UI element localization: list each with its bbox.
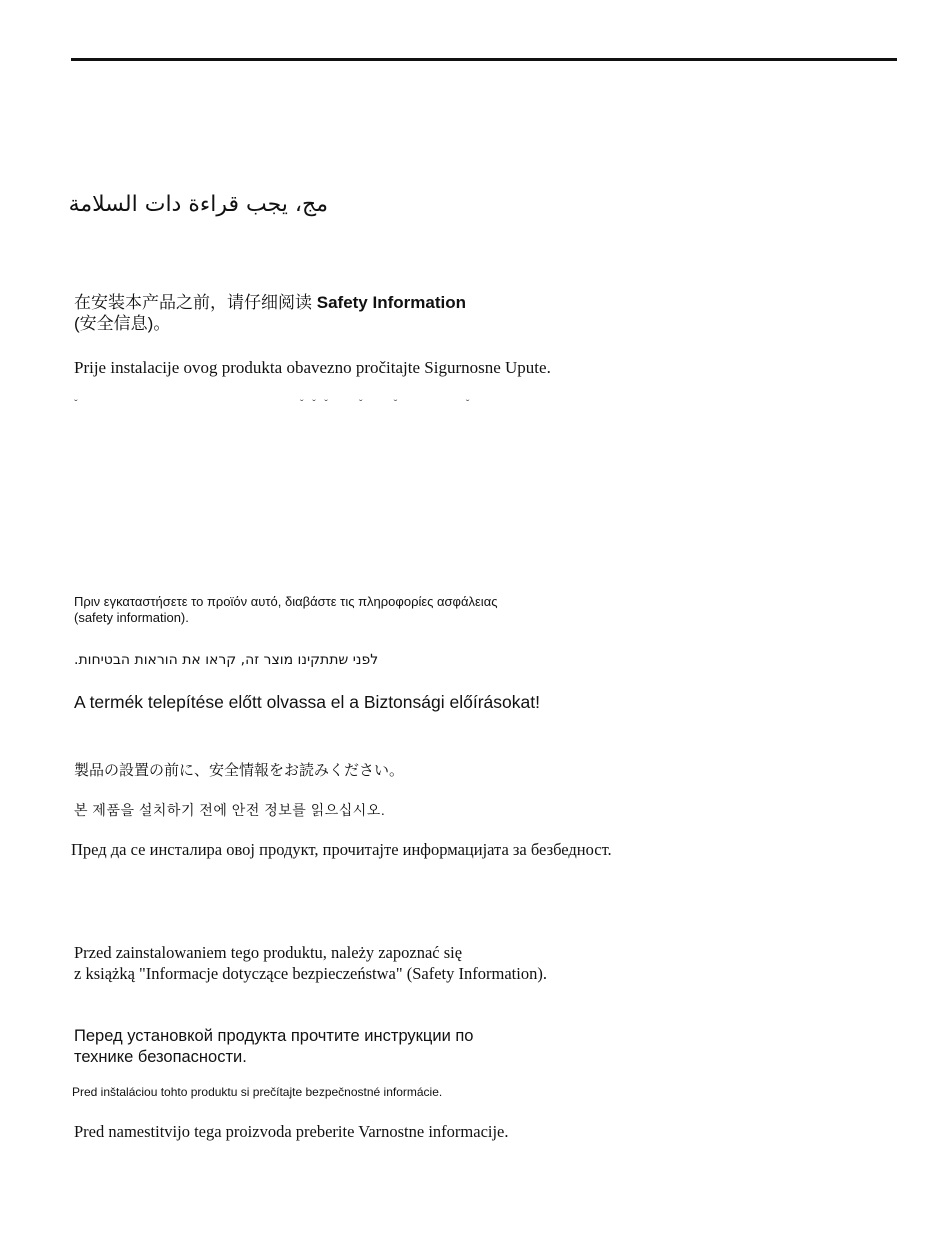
arabic-notice: مج، يجب قراءة دات السلامة <box>68 192 328 217</box>
russian-notice-line2: технике безопасности. <box>74 1048 247 1066</box>
caron-marks: ˇ ˇ ˇ ˇ ˇ ˇ ˇ <box>74 398 471 410</box>
russian-notice-line1: Перед установкой продукта прочтите инструкции по <box>74 1027 474 1045</box>
header-rule <box>71 58 897 61</box>
japanese-notice: 製品の設置の前に、安全情報をお読みください。 <box>74 762 405 779</box>
polish-notice-line1: Przed zainstalowaniem tego produktu, należy zapoznać się <box>74 943 463 962</box>
hebrew-notice: לפני שתתקינו מוצר זה, קראו את הוראות הבטיחות. <box>74 652 379 668</box>
slovak-notice: Pred inštaláciou tohto produktu si prečítajte bezpečnostné informácie. <box>72 1085 443 1099</box>
hungarian-notice: A termék telepítése előtt olvassa el a Biztonsági előírásokat! <box>74 692 540 712</box>
macedonian-notice: Пред да се инсталира овој продукт, прочитајте информацијата за безбедност. <box>71 840 612 859</box>
croatian-notice: Prije instalacije ovog produkta obavezno pročitajte Sigurnosne Upute. <box>74 358 551 377</box>
greek-notice <box>74 594 497 626</box>
chinese-notice-line1: 在安装本产品之前，请仔细阅读 <box>74 293 317 312</box>
polish-notice-line2: z książką "Informacje dotyczące bezpieczeństwa" (Safety Information). <box>74 964 547 983</box>
korean-notice: 본 제품을 설치하기 전에 안전 정보를 읽으십시오. <box>74 802 386 818</box>
chinese-notice-line2: (安全信息)。 <box>74 314 171 333</box>
slovenian-notice: Pred namestitvijo tega proizvoda preberite Varnostne informacije. <box>74 1122 509 1141</box>
russian-notice <box>74 1026 473 1068</box>
chinese-notice-english: Safety Information <box>316 293 466 312</box>
chinese-notice <box>74 292 466 334</box>
greek-notice-line1: Πριν εγκαταστήσετε το προϊόν αυτό, διαβάστε τις πληροφορίες ασφάλειας <box>74 594 498 609</box>
polish-notice <box>74 942 547 984</box>
greek-notice-line2: (safety information). <box>74 610 189 625</box>
